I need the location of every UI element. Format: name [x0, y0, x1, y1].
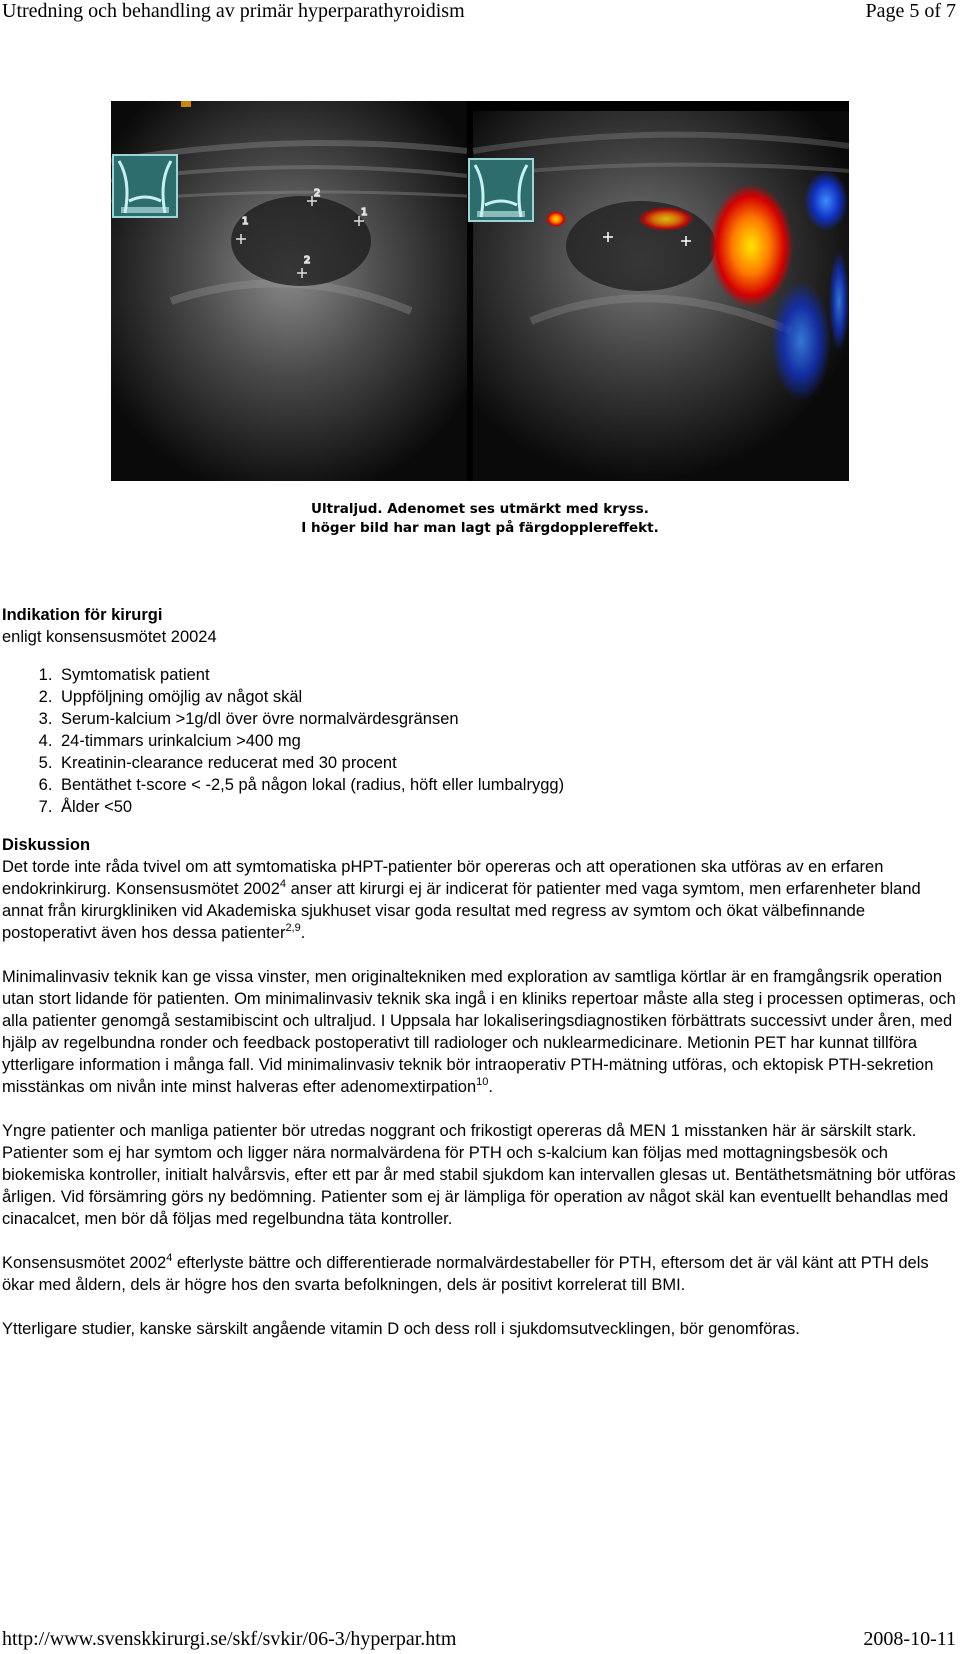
- ultrasound-images: [111, 101, 849, 481]
- discussion-paragraph-1: Det torde inte råda tvivel om att symtomatiska pHPT-patienter bör opereras och att operationen ska utföras av en erfaren endokrinkirurg. Konsensusmötet 2002$^4$ anser att kirurgi ej är indicerat för patienter med vaga symtom, men erfarenheter bland annat från kirurgkliniken vid Akademiska sjukhuset visar goda resultat med regress av symtom och ökat välbefinnande postoperativt även hos dessa patienter$^{2,9}$.: [2, 858, 921, 942]
- discussion-heading: Diskussion: [2, 836, 91, 854]
- list-item: 6. Bentäthet t-score < -2,5 på någon lokal (radius, höft eller lumbalrygg): [57, 774, 957, 796]
- footer-url: http://www.svenskkirurgi.se/skf/svkir/06-3/hyperpar.htm: [2, 1628, 457, 1650]
- indication-list: [2, 664, 957, 818]
- caption-line-1: Ultraljud. Adenomet ses utmärkt med kryss.: [311, 501, 649, 517]
- list-item: 1. Symtomatisk patient: [57, 664, 957, 686]
- page-footer: [0, 1628, 960, 1654]
- svg-text:1: 1: [361, 207, 368, 218]
- indication-subheading: enligt konsensusmötet 20024: [2, 628, 217, 646]
- list-item: 5. Kreatinin-clearance reducerat med 30 procent: [57, 752, 957, 774]
- ultrasound-figure: [111, 101, 849, 481]
- svg-text:2: 2: [304, 255, 311, 266]
- probe-position-icon-right: [469, 159, 533, 221]
- discussion-paragraph-5: Ytterligare studier, kanske särskilt angående vitamin D och dess roll i sjukdomsutvecklingen, bör genomföras.: [2, 1320, 800, 1338]
- reference-superscript: 4: [166, 1252, 173, 1264]
- svg-text:1: 1: [242, 216, 249, 227]
- reference-superscript: 4: [279, 878, 287, 890]
- discussion-paragraph-3: Yngre patienter och manliga patienter bör utredas noggrant och frikostigt opereras då MEN 1 misstanken här är särskilt stark. Patienter som ej har symtom och ligger nära normalvärdena för PTH och s-kalcium kan följas med mottagningsbesök och biokemiska kontroller, initialt halvårsvis, efter ett par år med stabil sjukdom kan intervallen glesas ut. Bentäthetsmätning bör utföras årligen. Vid försämring görs ny bedömning. Patienter som ej är lämpliga för operation av något skäl kan eventuellt behandlas med cinacalcet, men bör då följas med regelbundna täta kontroller.: [2, 1122, 956, 1228]
- indication-heading: Indikation för kirurgi: [2, 606, 163, 624]
- list-item: 2. Uppföljning omöjlig av något skäl: [57, 686, 957, 708]
- list-item: 3. Serum-kalcium >1g/dl över övre normalvärdesgränsen: [57, 708, 957, 730]
- page-header: [0, 0, 960, 28]
- svg-text:2: 2: [314, 188, 321, 199]
- footer-date: 2008-10-11: [863, 1628, 956, 1650]
- caption-line-2: I höger bild har man lagt på färgdopplereffekt.: [301, 520, 659, 536]
- probe-position-icon: [113, 155, 177, 217]
- reference-superscript: 10: [476, 1076, 489, 1088]
- figure-caption: [0, 500, 960, 538]
- discussion-paragraph-2: Minimalinvasiv teknik kan ge vissa vinster, men originaltekniken med exploration av samtliga körtlar är en framgångsrik operation utan stort lidande för patienten. Om minimalinvasiv teknik ska ingå i en kliniks repertoar måste alla steg i processen optimeras, och alla patienter genomgå sestamibiscint och ultraljud. I Uppsala har lokaliseringsdiagnostiken förbättrats successivt under åren, med hjälp av regelbundna ronder och feedback postoperativt till radiologer och nuklearmedicinare. Metionin PET har kunnat tillföra ytterligare information i många fall. Vid minimalinvasiv teknik bör intraoperativ PTH-mätning utföras, och ektopisk PTH-sekretion misstänkas om nivån inte minst halveras efter adenomextirpation$^{10}$.: [2, 968, 956, 1096]
- list-item: 7. Ålder <50: [57, 796, 957, 818]
- article-body: [2, 604, 957, 1362]
- header-title: Utredning och behandling av primär hyperparathyroidism: [2, 0, 465, 22]
- reference-superscript: 2,9: [285, 922, 301, 934]
- page-number: Page 5 of 7: [865, 0, 956, 22]
- list-item: 4. 24-timmars urinkalcium >400 mg: [57, 730, 957, 752]
- discussion-paragraph-4: Konsensusmötet 2002$^4$ efterlyste bättre och differentierade normalvärdestabeller för PTH, eftersom det är väl känt att PTH dels ökar med åldern, dels är högre hos den svarta befolkningen, dels är positivt korrelerat till BMI.: [2, 1252, 929, 1294]
